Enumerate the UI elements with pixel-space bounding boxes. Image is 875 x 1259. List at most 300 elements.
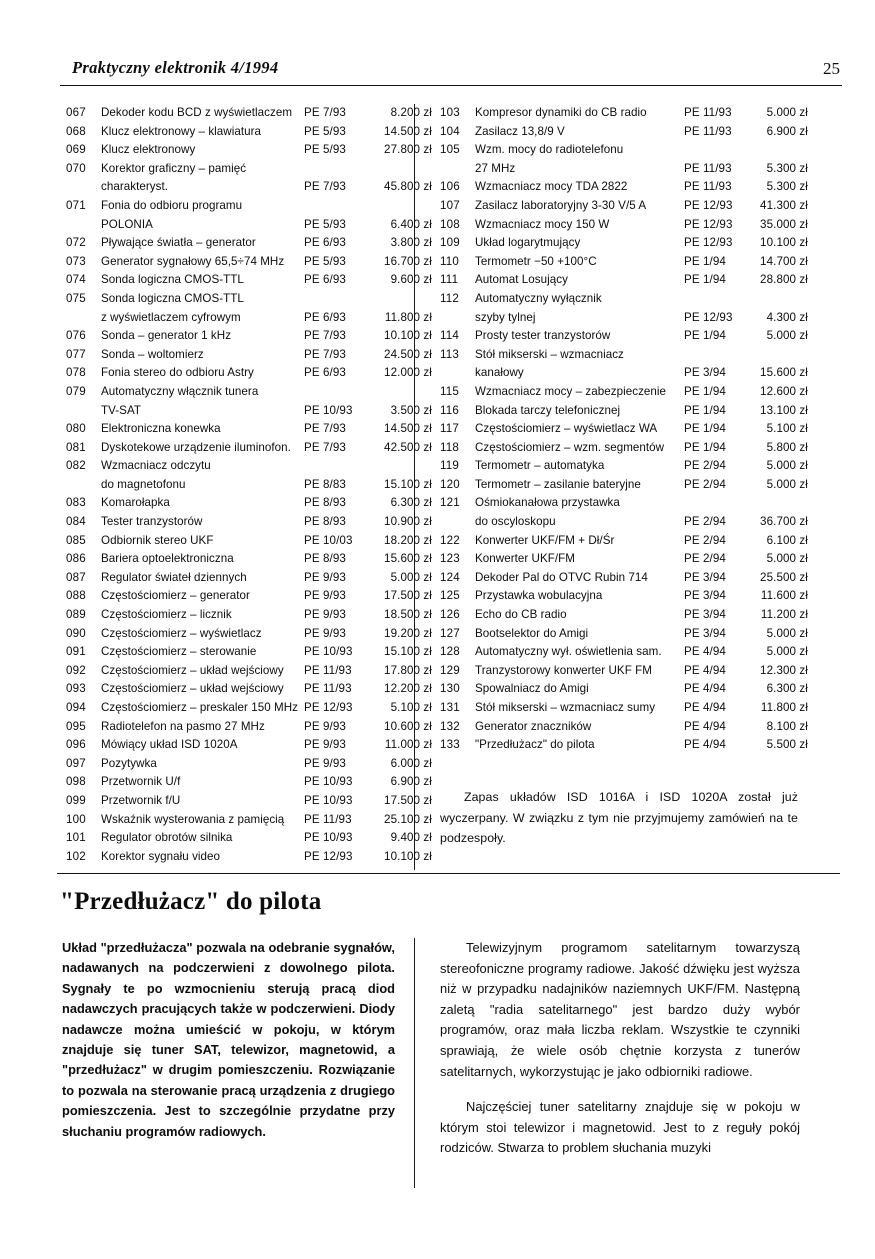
price-list-row <box>66 290 406 309</box>
price-list-row <box>66 309 432 328</box>
item-number: 078 <box>66 366 86 380</box>
item-issue: PE 9/93 <box>304 608 346 622</box>
item-issue: PE 4/94 <box>684 738 726 752</box>
item-name: Wzm. mocy do radiotelefonu <box>475 143 624 157</box>
item-number: 109 <box>440 236 460 250</box>
item-price: 13.100 zł <box>760 403 808 417</box>
item-number: 096 <box>66 738 86 752</box>
item-issue: PE 10/93 <box>304 831 353 845</box>
item-issue: PE 2/94 <box>684 533 726 547</box>
item-number: 089 <box>66 608 86 622</box>
price-list-row <box>440 457 840 476</box>
item-price: 6.900 zł <box>766 124 808 138</box>
item-price: 16.700 zł <box>384 254 432 268</box>
item-issue: PE 8/83 <box>304 477 346 491</box>
item-issue: PE 12/93 <box>684 198 733 212</box>
price-list-row <box>66 104 432 123</box>
item-name: Wzmacniacz mocy – zabezpieczenie <box>475 384 667 398</box>
article-column-divider <box>414 938 415 1188</box>
item-name: Mówiący układ ISD 1020A <box>101 738 238 752</box>
item-number: 120 <box>440 477 460 491</box>
price-list-row <box>66 680 432 699</box>
item-price: 42.500 zł <box>384 440 432 454</box>
item-name: Automat Losujący <box>475 273 568 287</box>
item-name: Wskaźnik wysterowania z pamięcią <box>101 812 285 826</box>
item-number: 126 <box>440 608 460 622</box>
price-list-row <box>66 346 432 365</box>
item-number: 106 <box>440 180 460 194</box>
price-list-row <box>66 457 406 476</box>
item-issue: PE 6/93 <box>304 310 346 324</box>
price-list-right-column <box>440 104 840 755</box>
item-number: 128 <box>440 645 460 659</box>
item-issue: PE 11/93 <box>684 180 732 194</box>
item-name: Regulator świateł dziennych <box>101 570 247 584</box>
item-number: 074 <box>66 273 86 287</box>
item-name: szyby tylnej <box>475 310 536 324</box>
item-number: 121 <box>440 496 460 510</box>
item-issue: PE 9/93 <box>304 756 346 770</box>
item-issue: PE 5/93 <box>304 143 346 157</box>
item-price: 6.100 zł <box>766 533 808 547</box>
item-price: 10.100 zł <box>384 329 432 343</box>
price-list-row <box>66 699 432 718</box>
item-name: Kompresor dynamiki do CB radio <box>475 106 647 119</box>
item-name: Wzmacniacz mocy TDA 2822 <box>475 180 628 194</box>
item-price: 17.500 zł <box>384 589 432 603</box>
item-number: 067 <box>66 106 86 119</box>
item-price: 28.800 zł <box>760 273 808 287</box>
item-number: 098 <box>66 775 86 789</box>
price-list-row <box>66 141 432 160</box>
item-number: 095 <box>66 719 86 733</box>
item-number: 069 <box>66 143 86 157</box>
item-number: 133 <box>440 738 460 752</box>
item-name: Generator znaczników <box>475 719 592 733</box>
price-list-row <box>440 160 840 179</box>
item-name: Wzmacniacz mocy 150 W <box>475 217 610 231</box>
price-list-row <box>66 643 432 662</box>
item-name: Termometr – automatyka <box>475 459 605 473</box>
item-name: Sonda – woltomierz <box>101 347 204 361</box>
item-price: 14.700 zł <box>760 254 808 268</box>
item-price: 35.000 zł <box>760 217 808 231</box>
item-issue: PE 4/94 <box>684 719 726 733</box>
item-issue: PE 11/93 <box>684 124 732 138</box>
item-name: POLONIA <box>101 217 153 231</box>
item-name: Elektroniczna konewka <box>101 422 221 436</box>
item-number: 073 <box>66 254 86 268</box>
item-number: 114 <box>440 329 460 343</box>
item-name: Tester tranzystorów <box>101 515 203 529</box>
price-list-row <box>66 439 432 458</box>
item-issue: PE 4/94 <box>684 701 726 714</box>
price-list-row <box>66 383 406 402</box>
item-name: Automatyczny wyłącznik <box>475 291 602 305</box>
item-name: charakteryst. <box>101 180 169 194</box>
price-list-row <box>440 420 840 439</box>
price-list-row <box>440 532 840 551</box>
item-price: 9.400 zł <box>390 831 432 845</box>
item-number: 099 <box>66 793 86 807</box>
price-list-row <box>66 587 432 606</box>
item-price: 17.800 zł <box>384 663 432 677</box>
price-list-row <box>440 625 840 644</box>
price-list-row <box>66 811 432 830</box>
item-price: 41.300 zł <box>760 198 808 212</box>
item-name: Bootselektor do Amigi <box>475 626 589 640</box>
item-name: Komarołapka <box>101 496 170 510</box>
price-list-row <box>440 699 840 718</box>
item-name: z wyświetlaczem cyfrowym <box>101 310 241 324</box>
item-issue: PE 3/94 <box>684 626 726 640</box>
price-list-row <box>440 680 840 699</box>
item-issue: PE 12/93 <box>684 310 733 324</box>
item-name: Ośmiokanałowa przystawka <box>475 496 620 510</box>
item-name: Wzmacniacz odczytu <box>101 459 211 473</box>
price-list-row <box>440 364 840 383</box>
item-price: 5.000 zł <box>766 645 808 659</box>
price-list-row <box>66 513 432 532</box>
item-name: do magnetofonu <box>101 477 186 491</box>
item-issue: PE 7/93 <box>304 180 346 194</box>
item-price: 15.100 zł <box>384 477 432 491</box>
item-name: Radiotelefon na pasmo 27 MHz <box>101 719 265 733</box>
item-price: 6.300 zł <box>766 682 808 696</box>
item-issue: PE 12/93 <box>304 849 353 863</box>
price-list-row <box>440 309 840 328</box>
item-name: Sonda – generator 1 kHz <box>101 329 232 343</box>
item-issue: PE 10/93 <box>304 793 353 807</box>
item-issue: PE 3/94 <box>684 570 726 584</box>
price-list-row <box>66 569 432 588</box>
price-list-row <box>440 216 840 235</box>
item-price: 12.200 zł <box>384 682 432 696</box>
item-number: 108 <box>440 217 460 231</box>
item-number: 107 <box>440 198 460 212</box>
item-price: 14.500 zł <box>384 124 432 138</box>
item-number: 071 <box>66 198 86 212</box>
item-name: Przetwornik U/f <box>101 775 181 789</box>
price-list-row <box>66 402 432 421</box>
article-right-column <box>440 938 800 1174</box>
item-issue: PE 5/93 <box>304 254 346 268</box>
item-price: 11.200 zł <box>760 608 808 622</box>
item-number: 082 <box>66 459 86 473</box>
article-paragraph: Najczęściej tuner satelitarny znajduje się w pokoju w którym stoi telewizor i magnetowid. Jest to z reguły pokój rodziców. Stwarza to problem słuchania muzyki <box>440 1099 800 1156</box>
price-list-row <box>440 197 840 216</box>
item-issue: PE 7/93 <box>304 347 346 361</box>
item-number: 117 <box>440 422 460 436</box>
price-list-row <box>66 848 432 867</box>
item-price: 11.800 zł <box>760 701 808 714</box>
item-number: 132 <box>440 719 460 733</box>
item-number: 130 <box>440 682 460 696</box>
price-list-row <box>66 792 432 811</box>
item-name: Regulator obrotów silnika <box>101 831 233 845</box>
item-price: 5.000 zł <box>766 459 808 473</box>
item-number: 093 <box>66 682 86 696</box>
item-name: Korektor sygnału video <box>101 849 221 863</box>
item-price: 4.300 zł <box>766 310 808 324</box>
item-issue: PE 1/94 <box>684 440 726 454</box>
item-number: 091 <box>66 645 86 659</box>
item-number: 084 <box>66 515 86 529</box>
price-list-row <box>66 532 432 551</box>
price-list-row <box>66 550 432 569</box>
item-name: Częstościomierz – wzm. segmentów <box>475 440 665 454</box>
item-name: Przetwornik f/U <box>101 793 181 807</box>
item-price: 10.900 zł <box>384 515 432 529</box>
price-list-left-column <box>66 104 432 866</box>
article-paragraph: Telewizyjnym programom satelitarnym towarzyszą stereofoniczne programy radiowe. Jakość dźwięku jest wyższa niż w przypadku nadajników naziemnych UKF/FM. Następną zaletą "radia satelitarnego" jest bardzo duży wybór programów, oraz mała liczba reklam. Wszystkie te czynniki sprawiają, że wiele osób chętnie korzysta z tunerów satelitarnych, wykorzystując je jako odbiorniki radiowe. <box>440 940 800 1079</box>
item-issue: PE 6/93 <box>304 366 346 380</box>
item-name: Stół mikserski – wzmacniacz <box>475 347 624 361</box>
item-number: 112 <box>440 291 460 305</box>
price-list-row <box>440 178 840 197</box>
item-issue: PE 6/93 <box>304 273 346 287</box>
item-number: 088 <box>66 589 86 603</box>
price-list-row <box>440 141 840 160</box>
item-issue: PE 1/94 <box>684 273 726 287</box>
item-number: 087 <box>66 570 86 584</box>
price-list-row <box>66 197 406 216</box>
price-list-row <box>66 625 432 644</box>
item-number: 097 <box>66 756 86 770</box>
item-name: Klucz elektronowy <box>101 143 196 157</box>
stock-note: Zapas układów ISD 1016A i ISD 1020A został już wyczerpany. W związku z tym nie przyjmujemy zamówień na te podzespoły. <box>440 790 798 845</box>
item-issue: PE 10/03 <box>304 533 353 547</box>
item-name: Blokada tarczy telefonicznej <box>475 403 621 417</box>
item-name: TV-SAT <box>101 403 142 417</box>
price-list-row <box>66 476 432 495</box>
item-number: 102 <box>66 849 86 863</box>
price-list-row <box>440 513 840 532</box>
item-price: 12.000 zł <box>384 366 432 380</box>
item-issue: PE 1/94 <box>684 384 726 398</box>
item-name: Pozytywka <box>101 756 157 770</box>
item-issue: PE 10/93 <box>304 645 353 659</box>
item-number: 116 <box>440 403 460 417</box>
item-issue: PE 4/94 <box>684 682 726 696</box>
item-name: Częstościomierz – generator <box>101 589 250 603</box>
item-name: Pływające światła – generator <box>101 236 256 250</box>
price-list-row <box>440 718 840 737</box>
price-list-row <box>66 178 432 197</box>
item-number: 118 <box>440 440 460 454</box>
item-price: 10.100 zł <box>384 849 432 863</box>
item-price: 6.300 zł <box>390 496 432 510</box>
item-name: Układ logarytmujący <box>475 236 581 250</box>
price-list-row <box>440 402 840 421</box>
price-list-row <box>66 662 432 681</box>
item-issue: PE 8/93 <box>304 496 346 510</box>
item-price: 24.500 zł <box>384 347 432 361</box>
item-price: 12.300 zł <box>760 663 808 677</box>
item-name: Dekoder kodu BCD z wyświetlaczem <box>101 106 293 119</box>
item-name: Sonda logiczna CMOS-TTL <box>101 273 244 287</box>
item-issue: PE 7/93 <box>304 422 346 436</box>
item-price: 11.600 zł <box>760 589 808 603</box>
item-price: 18.500 zł <box>384 608 432 622</box>
price-list-row <box>440 271 840 290</box>
item-issue: PE 7/93 <box>304 329 346 343</box>
item-price: 14.500 zł <box>384 422 432 436</box>
item-price: 10.100 zł <box>760 236 808 250</box>
item-issue: PE 2/94 <box>684 515 726 529</box>
item-price: 25.500 zł <box>760 570 808 584</box>
price-list-row <box>66 123 432 142</box>
item-price: 5.000 zł <box>766 626 808 640</box>
article-paragraph: Układ "przedłużacza" pozwala na odebranie sygnałów, nadawanych na podczerwieni z dowolnego pilota. Sygnały te po wzmocnieniu sterują pracą diod nadawczych pracujących także w podczerwieni. Diody nadawcze można umieścić w pokoju, w którym znajduje się tuner SAT, telewizor, magnetowid, a "przedłużacz" w drugim pomieszczeniu. Rozwiązanie to pozwala na sterowanie pracą urządzenia z drugiego pomieszczenia. Jest to szczególnie przydatne przy słuchaniu programów radiowych. <box>62 940 395 1139</box>
item-number: 127 <box>440 626 460 640</box>
item-number: 083 <box>66 496 86 510</box>
item-name: Tranzystorowy konwerter UKF FM <box>475 663 652 677</box>
item-price: 5.000 zł <box>390 570 432 584</box>
item-issue: PE 3/94 <box>684 589 726 603</box>
item-number: 081 <box>66 440 86 454</box>
item-number: 125 <box>440 589 460 603</box>
item-issue: PE 8/93 <box>304 552 346 566</box>
item-name: Stół mikserski – wzmacniacz sumy <box>475 701 656 714</box>
header-rule <box>60 85 842 86</box>
item-number: 076 <box>66 329 86 343</box>
item-issue: PE 12/93 <box>684 217 733 231</box>
item-issue: PE 1/94 <box>684 422 726 436</box>
item-issue: PE 9/93 <box>304 719 346 733</box>
item-name: Spowalniacz do Amigi <box>475 682 589 696</box>
item-number: 115 <box>440 384 460 398</box>
item-price: 36.700 zł <box>760 515 808 529</box>
item-name: Termometr – zasilanie bateryjne <box>475 477 641 491</box>
item-number: 129 <box>440 663 460 677</box>
journal-title: Praktyczny elektronik 4/1994 <box>72 58 279 77</box>
price-list-row <box>440 643 840 662</box>
item-price: 17.500 zł <box>384 793 432 807</box>
item-number: 079 <box>66 384 86 398</box>
item-number: 085 <box>66 533 86 547</box>
item-issue: PE 2/94 <box>684 552 726 566</box>
price-list-row <box>66 420 432 439</box>
item-price: 5.000 zł <box>766 106 808 119</box>
price-list-row <box>440 253 840 272</box>
item-name: Odbiornik stereo UKF <box>101 533 214 547</box>
item-number: 124 <box>440 570 460 584</box>
item-number: 090 <box>66 626 86 640</box>
item-price: 6.900 zł <box>390 775 432 789</box>
article-left-column <box>62 938 395 1157</box>
item-price: 5.000 zł <box>766 329 808 343</box>
item-name: Częstościomierz – układ wejściowy <box>101 663 284 677</box>
item-issue: PE 9/93 <box>304 589 346 603</box>
item-number: 094 <box>66 701 86 714</box>
item-number: 119 <box>440 459 460 473</box>
item-name: Przystawka wobulacyjna <box>475 589 603 603</box>
item-number: 110 <box>440 254 460 268</box>
item-price: 11.800 zł <box>384 310 432 324</box>
item-price: 3.800 zł <box>390 236 432 250</box>
price-list-row <box>440 123 840 142</box>
item-price: 5.100 zł <box>390 701 432 714</box>
item-name: Zasilacz 13,8/9 V <box>475 124 565 138</box>
item-issue: PE 7/93 <box>304 106 346 119</box>
item-price: 15.600 zł <box>384 552 432 566</box>
item-issue: PE 4/94 <box>684 663 726 677</box>
item-price: 45.800 zł <box>384 180 432 194</box>
item-name: do oscyloskopu <box>475 515 556 529</box>
item-issue: PE 12/93 <box>304 701 353 714</box>
item-issue: PE 7/93 <box>304 440 346 454</box>
item-number: 104 <box>440 124 460 138</box>
item-number: 113 <box>440 347 460 361</box>
item-issue: PE 5/93 <box>304 217 346 231</box>
item-issue: PE 1/94 <box>684 403 726 417</box>
item-price: 5.000 zł <box>766 477 808 491</box>
item-name: Sonda logiczna CMOS-TTL <box>101 291 244 305</box>
item-name: Częstościomierz – licznik <box>101 608 232 622</box>
item-name: Termometr −50 +100°C <box>475 254 597 268</box>
item-price: 8.100 zł <box>766 719 808 733</box>
item-number: 075 <box>66 291 86 305</box>
item-price: 5.800 zł <box>766 440 808 454</box>
item-number: 068 <box>66 124 86 138</box>
item-price: 5.300 zł <box>766 180 808 194</box>
item-price: 5.300 zł <box>766 161 808 175</box>
item-number: 123 <box>440 552 460 566</box>
item-name: Korektor graficzny – pamięć <box>101 161 247 175</box>
item-price: 5.100 zł <box>766 422 808 436</box>
price-list-row <box>440 439 840 458</box>
item-name: kanałowy <box>475 366 524 380</box>
price-list-row <box>440 494 840 513</box>
price-list-section <box>0 104 875 874</box>
price-list-row <box>66 234 432 253</box>
item-name: Prosty tester tranzystorów <box>475 329 611 343</box>
price-list-row <box>440 346 840 365</box>
item-number: 092 <box>66 663 86 677</box>
item-price: 8.200 zł <box>390 106 432 119</box>
price-list-row <box>66 755 432 774</box>
item-price: 12.600 zł <box>760 384 808 398</box>
item-price: 6.000 zł <box>390 756 432 770</box>
item-issue: PE 9/93 <box>304 570 346 584</box>
running-head <box>60 58 840 90</box>
item-name: Dekoder Pal do OTVC Rubin 714 <box>475 570 648 584</box>
item-number: 105 <box>440 143 460 157</box>
item-name: Bariera optoelektroniczna <box>101 552 234 566</box>
item-name: Zasilacz laboratoryjny 3-30 V/5 A <box>475 198 647 212</box>
item-name: Generator sygnałowy 65,5÷74 MHz <box>101 254 285 268</box>
item-price: 9.600 zł <box>390 273 432 287</box>
item-number: 131 <box>440 701 460 714</box>
price-list-row <box>66 253 432 272</box>
item-issue: PE 4/94 <box>684 645 726 659</box>
item-price: 5.000 zł <box>766 552 808 566</box>
item-name: Częstościomierz – preskaler 150 MHz <box>101 701 298 714</box>
item-number: 101 <box>66 831 86 845</box>
price-list-row <box>440 569 840 588</box>
item-name: Konwerter UKF/FM + Dł/Śr <box>475 533 615 547</box>
item-issue: PE 12/93 <box>684 236 733 250</box>
price-list-row <box>440 234 840 253</box>
article-title: "Przedłużacz" do pilota <box>60 888 322 915</box>
item-issue: PE 6/93 <box>304 236 346 250</box>
item-price: 25.100 zł <box>384 812 432 826</box>
item-name: Fonia stereo do odbioru Astry <box>101 366 254 380</box>
price-list-row <box>440 550 840 569</box>
item-issue: PE 5/93 <box>304 124 346 138</box>
item-issue: PE 9/93 <box>304 626 346 640</box>
